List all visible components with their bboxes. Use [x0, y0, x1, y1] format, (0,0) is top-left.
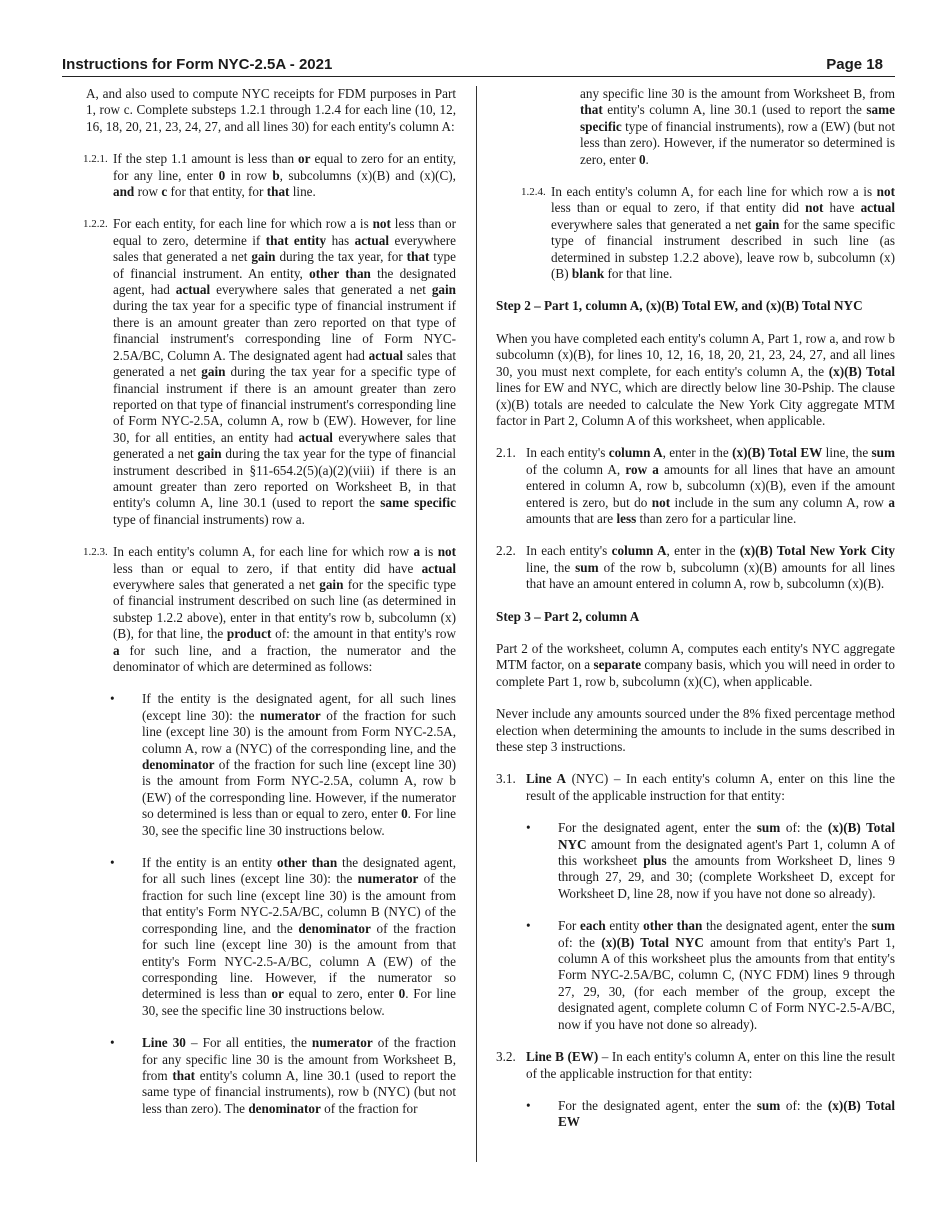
- step-3-paragraph-2: Never include any amounts sourced under the 8% fixed percentage method election when determining the amounts to include in the sums described in these step 3 instructions.: [496, 706, 895, 754]
- step-2-paragraph: When you have completed each entity's column A, Part 1, row a, and row b subcolumn (x)(B), for lines 10, 12, 16, 18, 20, 21, 23, 24, 27, and all lines 30, you must next complete, for each entity's column A, the (x)(B) Total lines for EW and NYC, which are directly below line 30-Pship. The clause (x)(B) totals are needed to calculate the New York City aggregate MTM factor in Part 2, Column A of this worksheet, when applicable.: [496, 330, 896, 428]
- bullet-mark: •: [110, 1035, 115, 1051]
- substep-text: For each entity, for each line for which row a is not less than or equal to zero, determine if that entity has actual everywhere sales that generated a net gain during the tax year, for that type of financial instrument. An entity, other than the designated agent, had actual everywhere sales that generated a net gain during the tax year for a specific type of financial instrument if there is an amount greater than zero reported on that type of financial instrument's corresponding line of Form NYC-2.5A/BC, Column A. The designated agent had actual sales that generated a net gain during the tax year for a specific type of financial instrument if there is an amount greater than zero reported on that type of financial instrument's corresponding line of Form NYC-2.5A, column A, row b (EW). However, for line 30, for all entities, an entity had actual everywhere sales that generated a net gain during the tax year for the type of financial instrument described in §11-654.2(5)(a)(2)(viii) if there is an amount greater than zero reported on Worksheet B, in that entity's column A, line 30.1 (used to report the same specific type of financial instruments) row a.: [113, 216, 456, 527]
- substep-1-2-1: [85, 151, 456, 200]
- bullet-3-1-designated-agent: [526, 820, 895, 902]
- bullet-other-entity: [110, 855, 456, 1019]
- substep-text: If the step 1.1 amount is less than or equal to zero for an entity, for any line, enter 0 in row b, subcolumns (x)(B) and (x)(C), and row c for that entity, for that line.: [113, 151, 456, 200]
- column-divider: [476, 86, 477, 1162]
- step-number: 3.1.: [496, 771, 516, 787]
- step-3-heading: Step 3 – Part 2, column A: [496, 608, 640, 624]
- step-text: Line A (NYC) – In each entity's column A, enter on this line the result of the applicable instruction for that entity:: [526, 771, 895, 803]
- step-3-paragraph-1: Part 2 of the worksheet, column A, computes each entity's NYC aggregate MTM factor, on a separate company basis, which you will need in order to complete Part 1, row b, subcolumn (x)(C), when applicable.: [496, 640, 895, 689]
- bullet-text: For each entity other than the designated agent, enter the sum of: the (x)(B) Total NYC amount from that entity's Part 1, column A of this worksheet plus the amounts from that entity's Form NYC-2.5A/BC, column C, (NYC FDM) lines 9 through 27, 29, 30, (for each member of the group, except the designated agent, complete column C of Form NYC-2.5-A/BC, now if you have not done so already).: [558, 918, 895, 1032]
- bullet-mark: •: [526, 918, 531, 934]
- bullet-3-1-other-entity: [526, 918, 895, 1033]
- page-number: Page 18: [826, 56, 883, 73]
- bullet-mark: •: [110, 691, 115, 707]
- substep-1-2-3: [85, 544, 456, 675]
- step-2-2: [496, 543, 895, 592]
- substep-number: 1.2.1.: [83, 153, 108, 166]
- bullet-line-30: [110, 1035, 456, 1117]
- bullet-text: Line 30 – For all entities, the numerator of the fraction for any specific line 30 is the amount from Worksheet B, from that entity's column A, line 30.1 (used to report the same type of financial instruments), row b (NYC) (but not less than zero). The denominator of the fraction for: [142, 1035, 456, 1116]
- step-2-heading: Step 2 – Part 1, column A, (x)(B) Total EW, and (x)(B) Total NYC: [496, 298, 863, 314]
- bullet-mark: •: [110, 855, 115, 871]
- form-title: Instructions for Form NYC-2.5A - 2021: [62, 56, 333, 73]
- substep-number: 1.2.3.: [83, 546, 108, 559]
- bullet-text: If the entity is the designated agent, for all such lines (except line 30): the numerator of the fraction for such line (except line 30) is the amount from Form NYC-2.5A, column A, row a (NYC) of the corresponding line, and the denominator of the fraction for such line (except line 30) is the amount from Form NYC-2.5A, column A, row b (EW) of the corresponding line. However, if the numerator so determined is less than or equal to zero, enter 0. For line 30, see the specific line 30 instructions below.: [142, 691, 456, 838]
- substep-1-2-4: [523, 184, 895, 282]
- bullet-designated-agent: [110, 691, 456, 839]
- step-2-1: [496, 445, 895, 527]
- step-text: In each entity's column A, enter in the (x)(B) Total New York City line, the sum of the row b, subcolumn (x)(B) amounts for all lines that have an amount entered in column A, row b, subcolumn (x)(B).: [526, 543, 896, 592]
- substep-text: In each entity's column A, for each line for which row a is not less than or equal to zero, if that entity did have actual everywhere sales that generated a net gain for the specific type of financial instrument described on such line (as determined in substep 1.2.2 above), enter in that entity's row b, subcolumn (x)(B), for that line, the product of: the amount in that entity's row a for such line, and a fraction, the numerator and the denominator of which are determined as follows:: [113, 544, 457, 674]
- bullet-text: For the designated agent, enter the sum of: the (x)(B) Total NYC amount from the designated agent's Part 1, column A of this worksheet plus the amounts from Worksheet D, lines 9 through 27, 29, and 30; (complete Worksheet D, except for Worksheet D, line 28, now if you have not done so already).: [558, 820, 895, 901]
- bullet-mark: •: [526, 1097, 531, 1113]
- substep-number: 1.2.4.: [521, 186, 546, 199]
- step-3-2: [496, 1049, 895, 1082]
- bullet-text: For the designated agent, enter the sum of: the (x)(B) Total EW: [558, 1097, 895, 1130]
- intro-paragraph: A, and also used to compute NYC receipts for FDM purposes in Part 1, row c. Complete substeps 1.2.1 through 1.2.4 for each line (10, 12, 16, 18, 20, 21, 23, 24, 27, and all lines 30) for each entity's column A:: [86, 86, 456, 134]
- substep-1-2-2: [85, 216, 456, 528]
- step-number: 3.2.: [496, 1049, 516, 1065]
- bullet-mark: •: [526, 820, 531, 836]
- substep-number: 1.2.2.: [83, 218, 108, 231]
- step-number: 2.1.: [496, 445, 516, 461]
- left-column: [83, 86, 457, 1117]
- bullet-line-30-continued: any specific line 30 is the amount from Worksheet B, from that entity's column A, line 30.1 (used to report the same specific type of financial instruments), row a (EW) (but not less than zero). However, if the numerator so determined is zero, enter 0.: [580, 86, 895, 167]
- right-column: [496, 86, 895, 1131]
- bullet-3-2-designated-agent: [526, 1098, 895, 1131]
- step-text: Line B (EW) – In each entity's column A, enter on this line the result of the applicable instruction for that entity:: [526, 1049, 896, 1081]
- bullet-text: If the entity is an entity other than the designated agent, for all such lines (except line 30): the numerator of the fraction for such line (except line 30) is the amount from that entity's Form NYC-2.5A/BC, column B (NYC) of the corresponding line, and the denominator of the fraction for such line (except line 30) is the amount from that entity's Form NYC-2.5-A/BC, column A (EW) of the corresponding line. However, if the numerator so determined is less than or equal to zero, enter 0. For line 30, see the specific line 30 instructions below.: [142, 855, 456, 1018]
- step-text: In each entity's column A, enter in the (x)(B) Total EW line, the sum of the column A, row a amounts for all lines that have an amount entered in column A, row b, subcolumn (x)(B), even if the amount entered is zero, but do not include in the sum any column A, row a amounts that are less than zero for a particular line.: [526, 445, 896, 526]
- step-number: 2.2.: [496, 543, 516, 559]
- page-header: [62, 56, 895, 77]
- step-3-1: [496, 771, 895, 804]
- substep-text: In each entity's column A, for each line for which row a is not less than or equal to zero, if that entity did not have actual everywhere sales that generated a net gain for the same specific type of financial instrument described in such line (as determined in substep 1.2.2 above), leave row b, subcolumn (x)(B) blank for that line.: [551, 184, 896, 282]
